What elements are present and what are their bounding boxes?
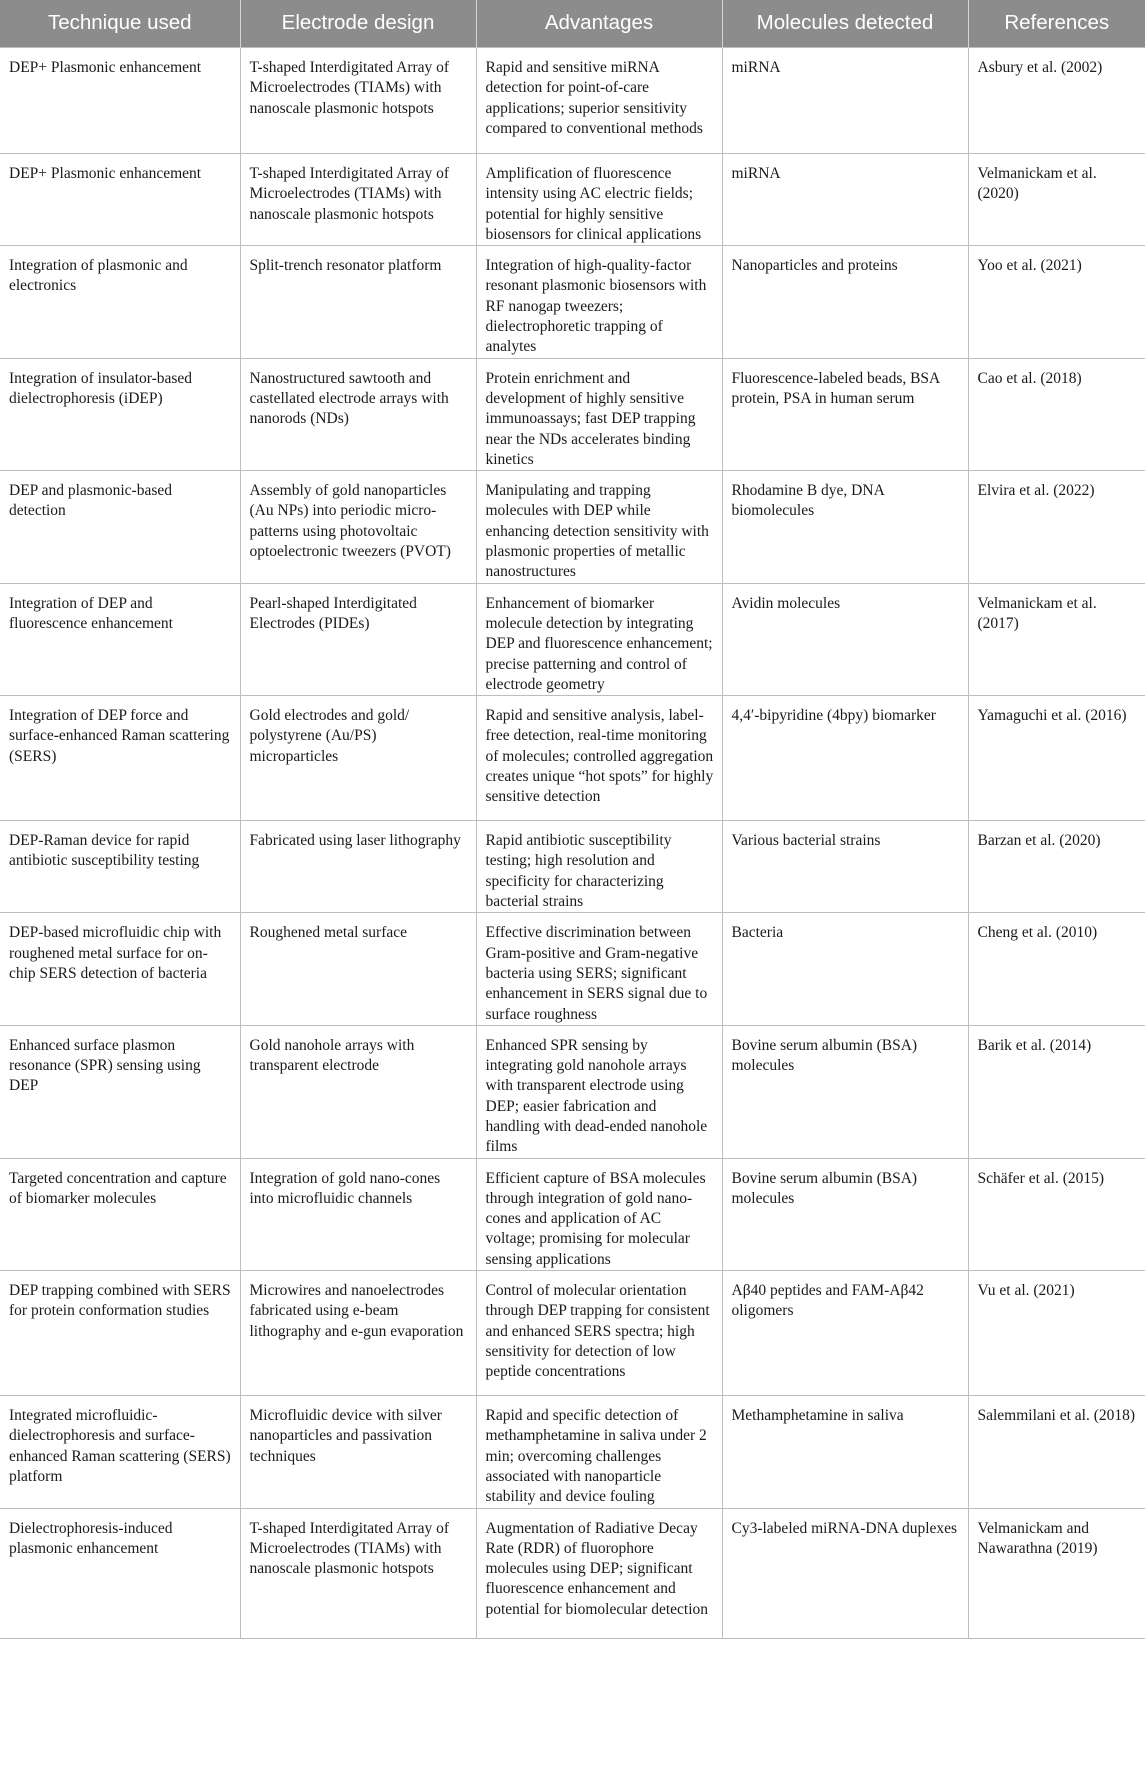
- cell-reference: Velmanickam and Nawarathna (2019): [968, 1508, 1145, 1638]
- cell-advantages: Protein enrichment and development of highly sensitive immunoassays; fast DEP trapping near the NDs accelerates binding kinetics: [476, 358, 722, 470]
- cell-reference: Cheng et al. (2010): [968, 913, 1145, 1025]
- cell-technique: DEP-Raman device for rapid antibiotic susceptibility testing: [0, 821, 240, 913]
- cell-molecules: Aβ40 peptides and FAM-Aβ42 oligomers: [722, 1271, 968, 1396]
- cell-molecules: miRNA: [722, 48, 968, 154]
- cell-electrode-design: Microwires and nanoelectrodes fabricated using e-beam lithography and e-gun evaporation: [240, 1271, 476, 1396]
- cell-electrode-design: Integration of gold nano-cones into microfluidic channels: [240, 1158, 476, 1270]
- cell-technique: Integration of insulator-based dielectrophoresis (iDEP): [0, 358, 240, 470]
- cell-electrode-design: Assembly of gold nanoparticles (Au NPs) into periodic micro-patterns using photovoltaic optoelectronic tweezers (PVOT): [240, 471, 476, 583]
- table-row: [0, 583, 1145, 695]
- cell-advantages: Rapid and sensitive analysis, label-free detection, real-time monitoring of molecules; controlled aggregation creates unique “hot spots” for highly sensitive detection: [476, 696, 722, 821]
- cell-reference: Velmanickam et al. (2017): [968, 583, 1145, 695]
- cell-advantages: Enhanced SPR sensing by integrating gold nanohole arrays with transparent electrode using DEP; easier fabrication and handling with dead-ended nanohole films: [476, 1025, 722, 1158]
- cell-electrode-design: T-shaped Interdigitated Array of Microelectrodes (TIAMs) with nanoscale plasmonic hotspots: [240, 48, 476, 154]
- cell-electrode-design: Nanostructured sawtooth and castellated electrode arrays with nanorods (NDs): [240, 358, 476, 470]
- cell-reference: Elvira et al. (2022): [968, 471, 1145, 583]
- cell-molecules: Bovine serum albumin (BSA) molecules: [722, 1158, 968, 1270]
- cell-advantages: Rapid antibiotic susceptibility testing; high resolution and specificity for characterizing bacterial strains: [476, 821, 722, 913]
- cell-reference: Asbury et al. (2002): [968, 48, 1145, 154]
- cell-electrode-design: T-shaped Interdigitated Array of Microelectrodes (TIAMs) with nanoscale plasmonic hotspots: [240, 154, 476, 246]
- cell-technique: Integration of DEP and fluorescence enhancement: [0, 583, 240, 695]
- cell-molecules: Cy3-labeled miRNA-DNA duplexes: [722, 1508, 968, 1638]
- header-row: [0, 0, 1145, 48]
- table-row: [0, 48, 1145, 154]
- cell-advantages: Effective discrimination between Gram-positive and Gram-negative bacteria using SERS; significant enhancement in SERS signal due to surface roughness: [476, 913, 722, 1025]
- cell-technique: DEP-based microfluidic chip with roughened metal surface for on-chip SERS detection of bacteria: [0, 913, 240, 1025]
- table-row: [0, 1158, 1145, 1270]
- cell-reference: Schäfer et al. (2015): [968, 1158, 1145, 1270]
- cell-reference: Salemmilani et al. (2018): [968, 1396, 1145, 1508]
- cell-technique: Targeted concentration and capture of biomarker molecules: [0, 1158, 240, 1270]
- table-row: [0, 1396, 1145, 1508]
- table-row: [0, 358, 1145, 470]
- cell-advantages: Integration of high-quality-factor resonant plasmonic biosensors with RF nanogap tweezers; dielectrophoretic trapping of analytes: [476, 246, 722, 358]
- cell-molecules: Rhodamine B dye, DNA biomolecules: [722, 471, 968, 583]
- table-row: [0, 471, 1145, 583]
- table-row: [0, 1025, 1145, 1158]
- cell-electrode-design: Roughened metal surface: [240, 913, 476, 1025]
- cell-advantages: Rapid and sensitive miRNA detection for point-of-care applications; superior sensitivity compared to conventional methods: [476, 48, 722, 154]
- cell-technique: Integration of DEP force and surface-enhanced Raman scattering (SERS): [0, 696, 240, 821]
- table-body: [0, 48, 1145, 1639]
- cell-reference: Barzan et al. (2020): [968, 821, 1145, 913]
- cell-advantages: Rapid and specific detection of methamphetamine in saliva under 2 min; overcoming challenges associated with nanoparticle stability and device fouling: [476, 1396, 722, 1508]
- cell-molecules: Fluorescence-labeled beads, BSA protein, PSA in human serum: [722, 358, 968, 470]
- cell-reference: Vu et al. (2021): [968, 1271, 1145, 1396]
- table-header: [0, 0, 1145, 48]
- cell-technique: Enhanced surface plasmon resonance (SPR) sensing using DEP: [0, 1025, 240, 1158]
- cell-electrode-design: T-shaped Interdigitated Array of Microelectrodes (TIAMs) with nanoscale plasmonic hotspots: [240, 1508, 476, 1638]
- cell-molecules: 4,4′-bipyridine (4bpy) biomarker: [722, 696, 968, 821]
- table-row: [0, 821, 1145, 913]
- cell-electrode-design: Microfluidic device with silver nanoparticles and passivation techniques: [240, 1396, 476, 1508]
- cell-molecules: Bovine serum albumin (BSA) molecules: [722, 1025, 968, 1158]
- header-molecules-detected: Molecules detected: [722, 0, 968, 48]
- table-row: [0, 913, 1145, 1025]
- header-references: References: [968, 0, 1145, 48]
- cell-advantages: Control of molecular orientation through DEP trapping for consistent and enhanced SERS spectra; high sensitivity for detection of low peptide concentrations: [476, 1271, 722, 1396]
- header-electrode-design: Electrode design: [240, 0, 476, 48]
- table-row: [0, 246, 1145, 358]
- cell-technique: Dielectrophoresis-induced plasmonic enhancement: [0, 1508, 240, 1638]
- cell-molecules: Avidin molecules: [722, 583, 968, 695]
- cell-advantages: Efficient capture of BSA molecules through integration of gold nano-cones and application of AC voltage; promising for molecular sensing applications: [476, 1158, 722, 1270]
- cell-reference: Velmanickam et al. (2020): [968, 154, 1145, 246]
- cell-advantages: Enhancement of biomarker molecule detection by integrating DEP and fluorescence enhancement; precise patterning and control of electrode geometry: [476, 583, 722, 695]
- cell-advantages: Augmentation of Radiative Decay Rate (RDR) of fluorophore molecules using DEP; significant fluorescence enhancement and potential for biomolecular detection: [476, 1508, 722, 1638]
- cell-electrode-design: Split-trench resonator platform: [240, 246, 476, 358]
- cell-reference: Cao et al. (2018): [968, 358, 1145, 470]
- cell-reference: Yoo et al. (2021): [968, 246, 1145, 358]
- cell-technique: DEP trapping combined with SERS for protein conformation studies: [0, 1271, 240, 1396]
- cell-molecules: Methamphetamine in saliva: [722, 1396, 968, 1508]
- cell-technique: Integrated microfluidic-dielectrophoresis and surface-enhanced Raman scattering (SERS) platform: [0, 1396, 240, 1508]
- cell-molecules: Various bacterial strains: [722, 821, 968, 913]
- cell-advantages: Manipulating and trapping molecules with DEP while enhancing detection sensitivity with plasmonic properties of metallic nanostructures: [476, 471, 722, 583]
- header-advantages: Advantages: [476, 0, 722, 48]
- cell-technique: Integration of plasmonic and electronics: [0, 246, 240, 358]
- cell-reference: Yamaguchi et al. (2016): [968, 696, 1145, 821]
- header-technique: Technique used: [0, 0, 240, 48]
- cell-molecules: Nanoparticles and proteins: [722, 246, 968, 358]
- cell-electrode-design: Gold nanohole arrays with transparent electrode: [240, 1025, 476, 1158]
- cell-electrode-design: Fabricated using laser lithography: [240, 821, 476, 913]
- table-row: [0, 696, 1145, 821]
- cell-advantages: Amplification of fluorescence intensity using AC electric fields; potential for highly sensitive biosensors for clinical applications: [476, 154, 722, 246]
- cell-molecules: Bacteria: [722, 913, 968, 1025]
- cell-electrode-design: Gold electrodes and gold/ polystyrene (Au/PS) microparticles: [240, 696, 476, 821]
- table-row: [0, 1271, 1145, 1396]
- cell-reference: Barik et al. (2014): [968, 1025, 1145, 1158]
- cell-technique: DEP+ Plasmonic enhancement: [0, 48, 240, 154]
- table-row: [0, 1508, 1145, 1638]
- cell-technique: DEP+ Plasmonic enhancement: [0, 154, 240, 246]
- cell-electrode-design: Pearl-shaped Interdigitated Electrodes (PIDEs): [240, 583, 476, 695]
- cell-technique: DEP and plasmonic-based detection: [0, 471, 240, 583]
- table-row: [0, 154, 1145, 246]
- cell-molecules: miRNA: [722, 154, 968, 246]
